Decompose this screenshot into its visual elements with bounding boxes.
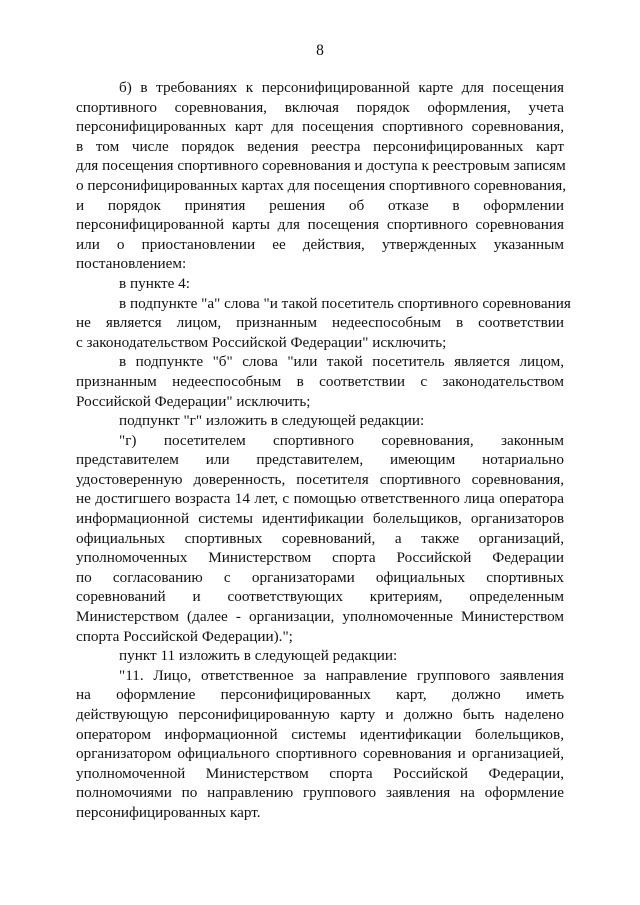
- text-line: по согласованию с организаторами официальных спортивных: [76, 568, 564, 586]
- text-line: о персонифицированных картах для посещения спортивного соревнования,: [76, 176, 567, 194]
- text-line: с законодательством Российской Федерации" исключить;: [76, 333, 447, 351]
- text-line: официальных спортивных соревнований, а также организаций,: [76, 529, 564, 547]
- text-line: персонифицированной карты для посещения спортивного соревнования: [76, 216, 564, 234]
- text-line: в подпункте "б" слова "или такой посетитель является лицом,: [119, 353, 564, 371]
- text-line: Министерством (далее - организации, уполномоченные Министерством: [76, 608, 564, 626]
- text-line: персонифицированных карт.: [76, 803, 261, 821]
- text-line: спорта Российской Федерации).";: [76, 627, 293, 645]
- text-line: соревнований и соответствующих критериям, определенным: [76, 588, 564, 606]
- text-line: полномочиями по направлению группового заявления на оформление: [76, 784, 564, 802]
- text-line: подпункт "г" изложить в следующей редакции:: [119, 412, 425, 430]
- text-line: признанным недееспособным в соответствии с законодательством: [76, 372, 564, 390]
- text-line: уполномоченных Министерством спорта Российской Федерации: [76, 549, 564, 567]
- text-line: персонифицированных карт для посещения спортивного соревнования,: [76, 118, 564, 136]
- text-line: "г) посетителем спортивного соревнования, законным: [119, 431, 564, 449]
- text-line: пункт 11 изложить в следующей редакции:: [119, 647, 398, 665]
- text-line: Российской Федерации" исключить;: [76, 392, 311, 410]
- text-line: или о приостановлении ее действия, утвержденных указанным: [76, 235, 564, 253]
- text-line: на оформление персонифицированных карт, должно иметь: [76, 686, 564, 704]
- text-line: в пункте 4:: [119, 274, 190, 292]
- text-line: информационной системы идентификации болельщиков, организаторов: [76, 510, 564, 528]
- text-line: постановлением:: [76, 255, 187, 273]
- text-line: представителем или представителем, имеющим нотариально: [76, 451, 564, 469]
- text-line: в подпункте "а" слова "и такой посетитель спортивного соревнования: [119, 294, 571, 312]
- text-line: не достигшего возраста 14 лет, с помощью ответственного лица оператора: [76, 490, 564, 508]
- text-line: "11. Лицо, ответственное за направление группового заявления: [119, 666, 564, 684]
- text-line: действующую персонифицированную карту и должно быть наделено: [76, 706, 564, 723]
- text-line: организатором официального спортивного соревнования и организацией,: [76, 745, 564, 763]
- page-number: 8: [316, 42, 324, 59]
- text-line: в том числе порядок ведения реестра персонифицированных карт: [76, 137, 564, 155]
- document-body: [76, 78, 571, 823]
- text-line: оператором информационной системы идентификации болельщиков,: [76, 725, 564, 743]
- text-line: уполномоченной Министерством спорта Российской Федерации,: [76, 764, 564, 782]
- text-line: для посещения спортивного соревнования и доступа к реестровым записям: [76, 157, 566, 175]
- text-line: удостоверенную доверенность, посетителя спортивного соревнования,: [76, 470, 564, 488]
- text-line: не является лицом, признанным недееспособным в соответствии: [76, 314, 564, 332]
- text-line: спортивного соревнования, включая порядок оформления, учета: [76, 98, 564, 116]
- text-line: и порядок принятия решения об отказе в оформлении: [76, 196, 564, 214]
- text-line: б) в требованиях к персонифицированной карте для посещения: [119, 79, 564, 96]
